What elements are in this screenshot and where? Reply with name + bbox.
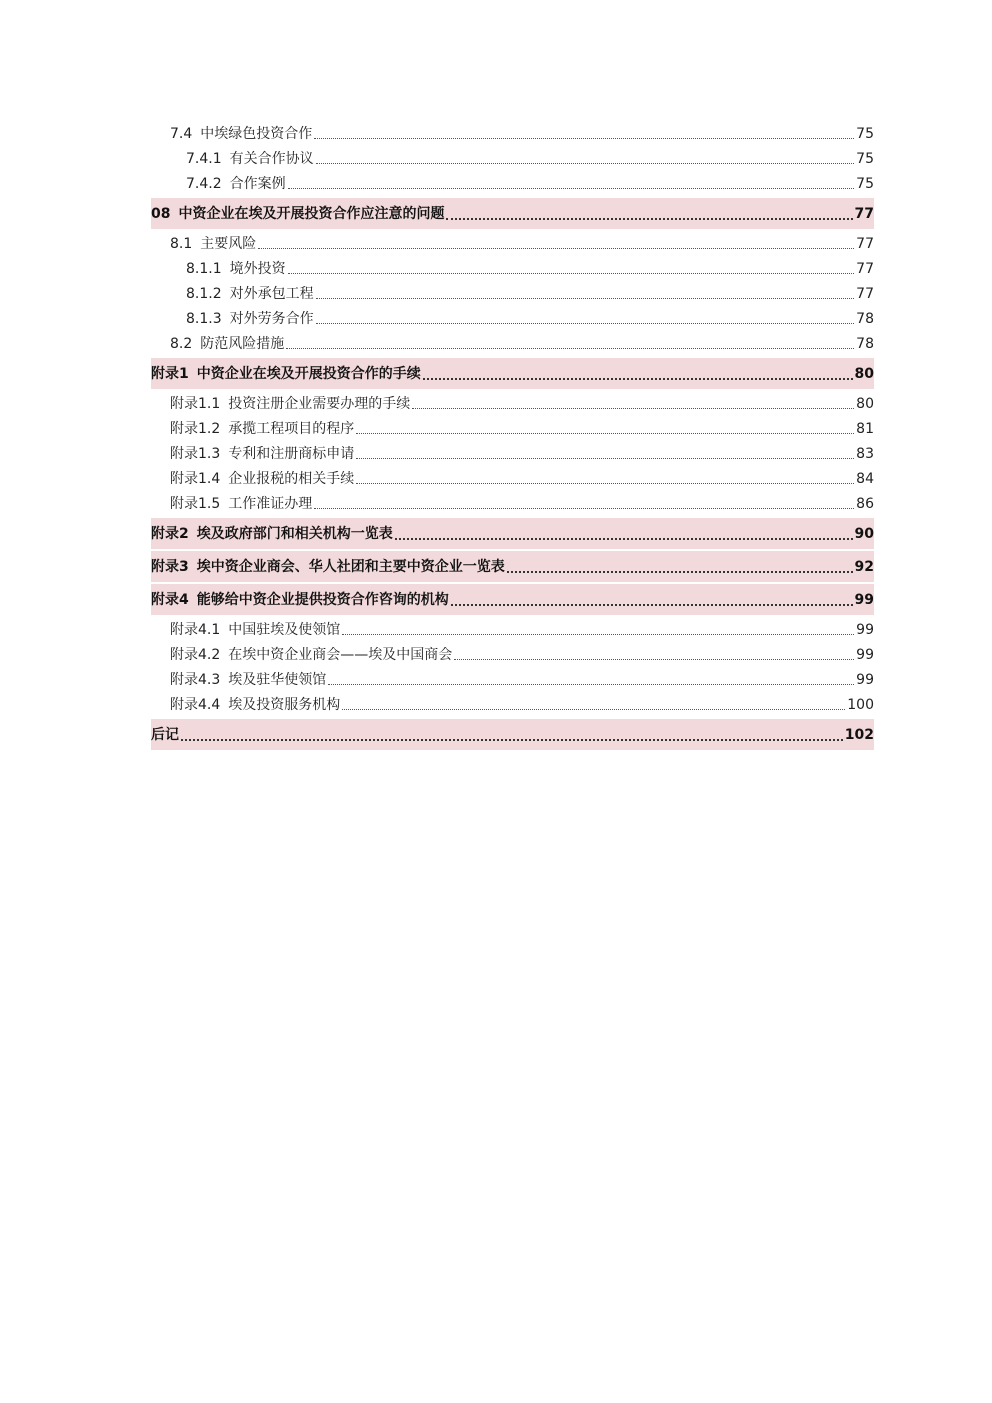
toc-entry-title: 后记 [151,726,179,743]
toc-entry-title: 中资企业在埃及开展投资合作应注意的问题 [178,205,445,222]
toc-entry[interactable] [151,231,874,256]
toc-entry-page-number: 86 [856,495,874,512]
toc-entry-title: 主要风险 [200,235,257,252]
toc-entry-page-number: 80 [854,365,874,382]
toc-entry-title: 埃及投资服务机构 [228,696,341,713]
toc-entry[interactable] [151,416,874,441]
toc-entry-page-number: 77 [856,235,874,252]
toc-entry[interactable] [151,121,874,146]
toc-entry[interactable] [151,146,874,171]
toc-entry-title: 在埃中资企业商会——埃及中国商会 [228,646,453,663]
toc-entry-page-number: 100 [847,696,874,713]
toc-entry-number: 8.1.2 [186,285,222,302]
toc-section-entry[interactable] [151,719,874,750]
toc-entry-page-number: 81 [856,420,874,437]
toc-entry-title: 企业报税的相关手续 [228,470,355,487]
toc-entry-title: 有关合作协议 [229,150,314,167]
toc-entry[interactable] [151,441,874,466]
toc-entry-page-number: 90 [854,525,874,542]
toc-entry-number: 附录3 [151,558,189,575]
toc-entry[interactable] [151,667,874,692]
toc-entry-title: 中国驻埃及使领馆 [228,621,341,638]
dot-leader [356,457,854,459]
dot-leader [342,708,845,710]
dot-leader [314,507,854,509]
dot-leader [356,432,854,434]
toc-entry-title: 合作案例 [229,175,286,192]
toc-entry-page-number: 77 [854,205,874,222]
toc-entry-number: 附录1 [151,365,189,382]
toc-entry-number: 8.1 [170,235,193,252]
toc-entry-page-number: 99 [854,591,874,608]
toc-entry-page-number: 84 [856,470,874,487]
toc-entry-title: 埃及政府部门和相关机构一览表 [196,525,393,542]
toc-entry[interactable] [151,256,874,281]
toc-entry-page-number: 83 [856,445,874,462]
toc-entry-number: 7.4.1 [186,150,222,167]
dot-leader [342,633,854,635]
dot-leader [314,137,854,139]
dot-leader [446,217,852,220]
toc-entry-page-number: 75 [856,125,874,142]
toc-section-entry[interactable] [151,198,874,229]
dot-leader [288,187,855,189]
toc-entry[interactable] [151,391,874,416]
toc-entry-number: 08 [151,205,171,222]
toc-entry[interactable] [151,491,874,516]
dot-leader [412,407,854,409]
toc-entry-title: 对外承包工程 [229,285,314,302]
dot-leader [316,162,855,164]
toc-entry-title: 能够给中资企业提供投资合作咨询的机构 [196,591,449,608]
toc-entry-title: 对外劳务合作 [229,310,314,327]
toc-entry-page-number: 78 [856,310,874,327]
toc-entry-page-number: 78 [856,335,874,352]
toc-entry-number: 附录4 [151,591,189,608]
toc-entry-page-number: 99 [856,671,874,688]
toc-entry-number: 附录1.5 [170,495,221,512]
toc-entry-page-number: 75 [856,175,874,192]
dot-leader [356,482,854,484]
table-of-contents [151,121,874,752]
toc-entry-page-number: 99 [856,621,874,638]
toc-entry-title: 埃中资企业商会、华人社团和主要中资企业一览表 [196,558,505,575]
toc-entry-page-number: 92 [854,558,874,575]
toc-entry-page-number: 99 [856,646,874,663]
dot-leader [507,570,853,573]
toc-entry-title: 投资注册企业需要办理的手续 [228,395,411,412]
toc-section-entry[interactable] [151,518,874,549]
toc-entry[interactable] [151,466,874,491]
toc-entry[interactable] [151,617,874,642]
toc-entry[interactable] [151,306,874,331]
toc-entry[interactable] [151,331,874,356]
toc-entry-number: 附录4.3 [170,671,221,688]
toc-entry-number: 7.4.2 [186,175,222,192]
toc-entry-number: 8.1.1 [186,260,222,277]
toc-section-entry[interactable] [151,358,874,389]
dot-leader [288,272,855,274]
toc-entry-page-number: 80 [856,395,874,412]
toc-entry-number: 附录2 [151,525,189,542]
dot-leader [316,322,855,324]
toc-entry-title: 埃及驻华使领馆 [228,671,327,688]
toc-entry-number: 附录1.4 [170,470,221,487]
toc-entry-title: 专利和注册商标申请 [228,445,355,462]
dot-leader [451,603,853,606]
toc-entry[interactable] [151,692,874,717]
toc-entry-number: 7.4 [170,125,193,142]
dot-leader [328,683,854,685]
toc-section-entry[interactable] [151,584,874,615]
toc-entry-number: 附录1.3 [170,445,221,462]
toc-entry-page-number: 75 [856,150,874,167]
toc-entry-number: 附录1.1 [170,395,221,412]
toc-entry[interactable] [151,281,874,306]
toc-entry-number: 附录4.4 [170,696,221,713]
dot-leader [316,297,855,299]
toc-entry-title: 防范风险措施 [200,335,285,352]
toc-entry-number: 附录4.2 [170,646,221,663]
toc-entry-title: 工作准证办理 [228,495,313,512]
toc-entry-title: 承揽工程项目的程序 [228,420,355,437]
toc-entry-title: 境外投资 [229,260,286,277]
dot-leader [181,738,843,741]
toc-entry-title: 中资企业在埃及开展投资合作的手续 [196,365,421,382]
toc-entry-number: 附录4.1 [170,621,221,638]
dot-leader [423,377,853,380]
toc-entry-page-number: 102 [844,726,874,743]
toc-entry[interactable] [151,171,874,196]
toc-entry-number: 8.1.3 [186,310,222,327]
dot-leader [454,658,854,660]
toc-entry-title: 中埃绿色投资合作 [200,125,313,142]
toc-entry-page-number: 77 [856,260,874,277]
toc-entry[interactable] [151,642,874,667]
toc-section-entry[interactable] [151,551,874,582]
toc-entry-page-number: 77 [856,285,874,302]
dot-leader [286,347,854,349]
toc-entry-number: 8.2 [170,335,193,352]
dot-leader [395,537,853,540]
toc-entry-number: 附录1.2 [170,420,221,437]
dot-leader [258,247,854,249]
